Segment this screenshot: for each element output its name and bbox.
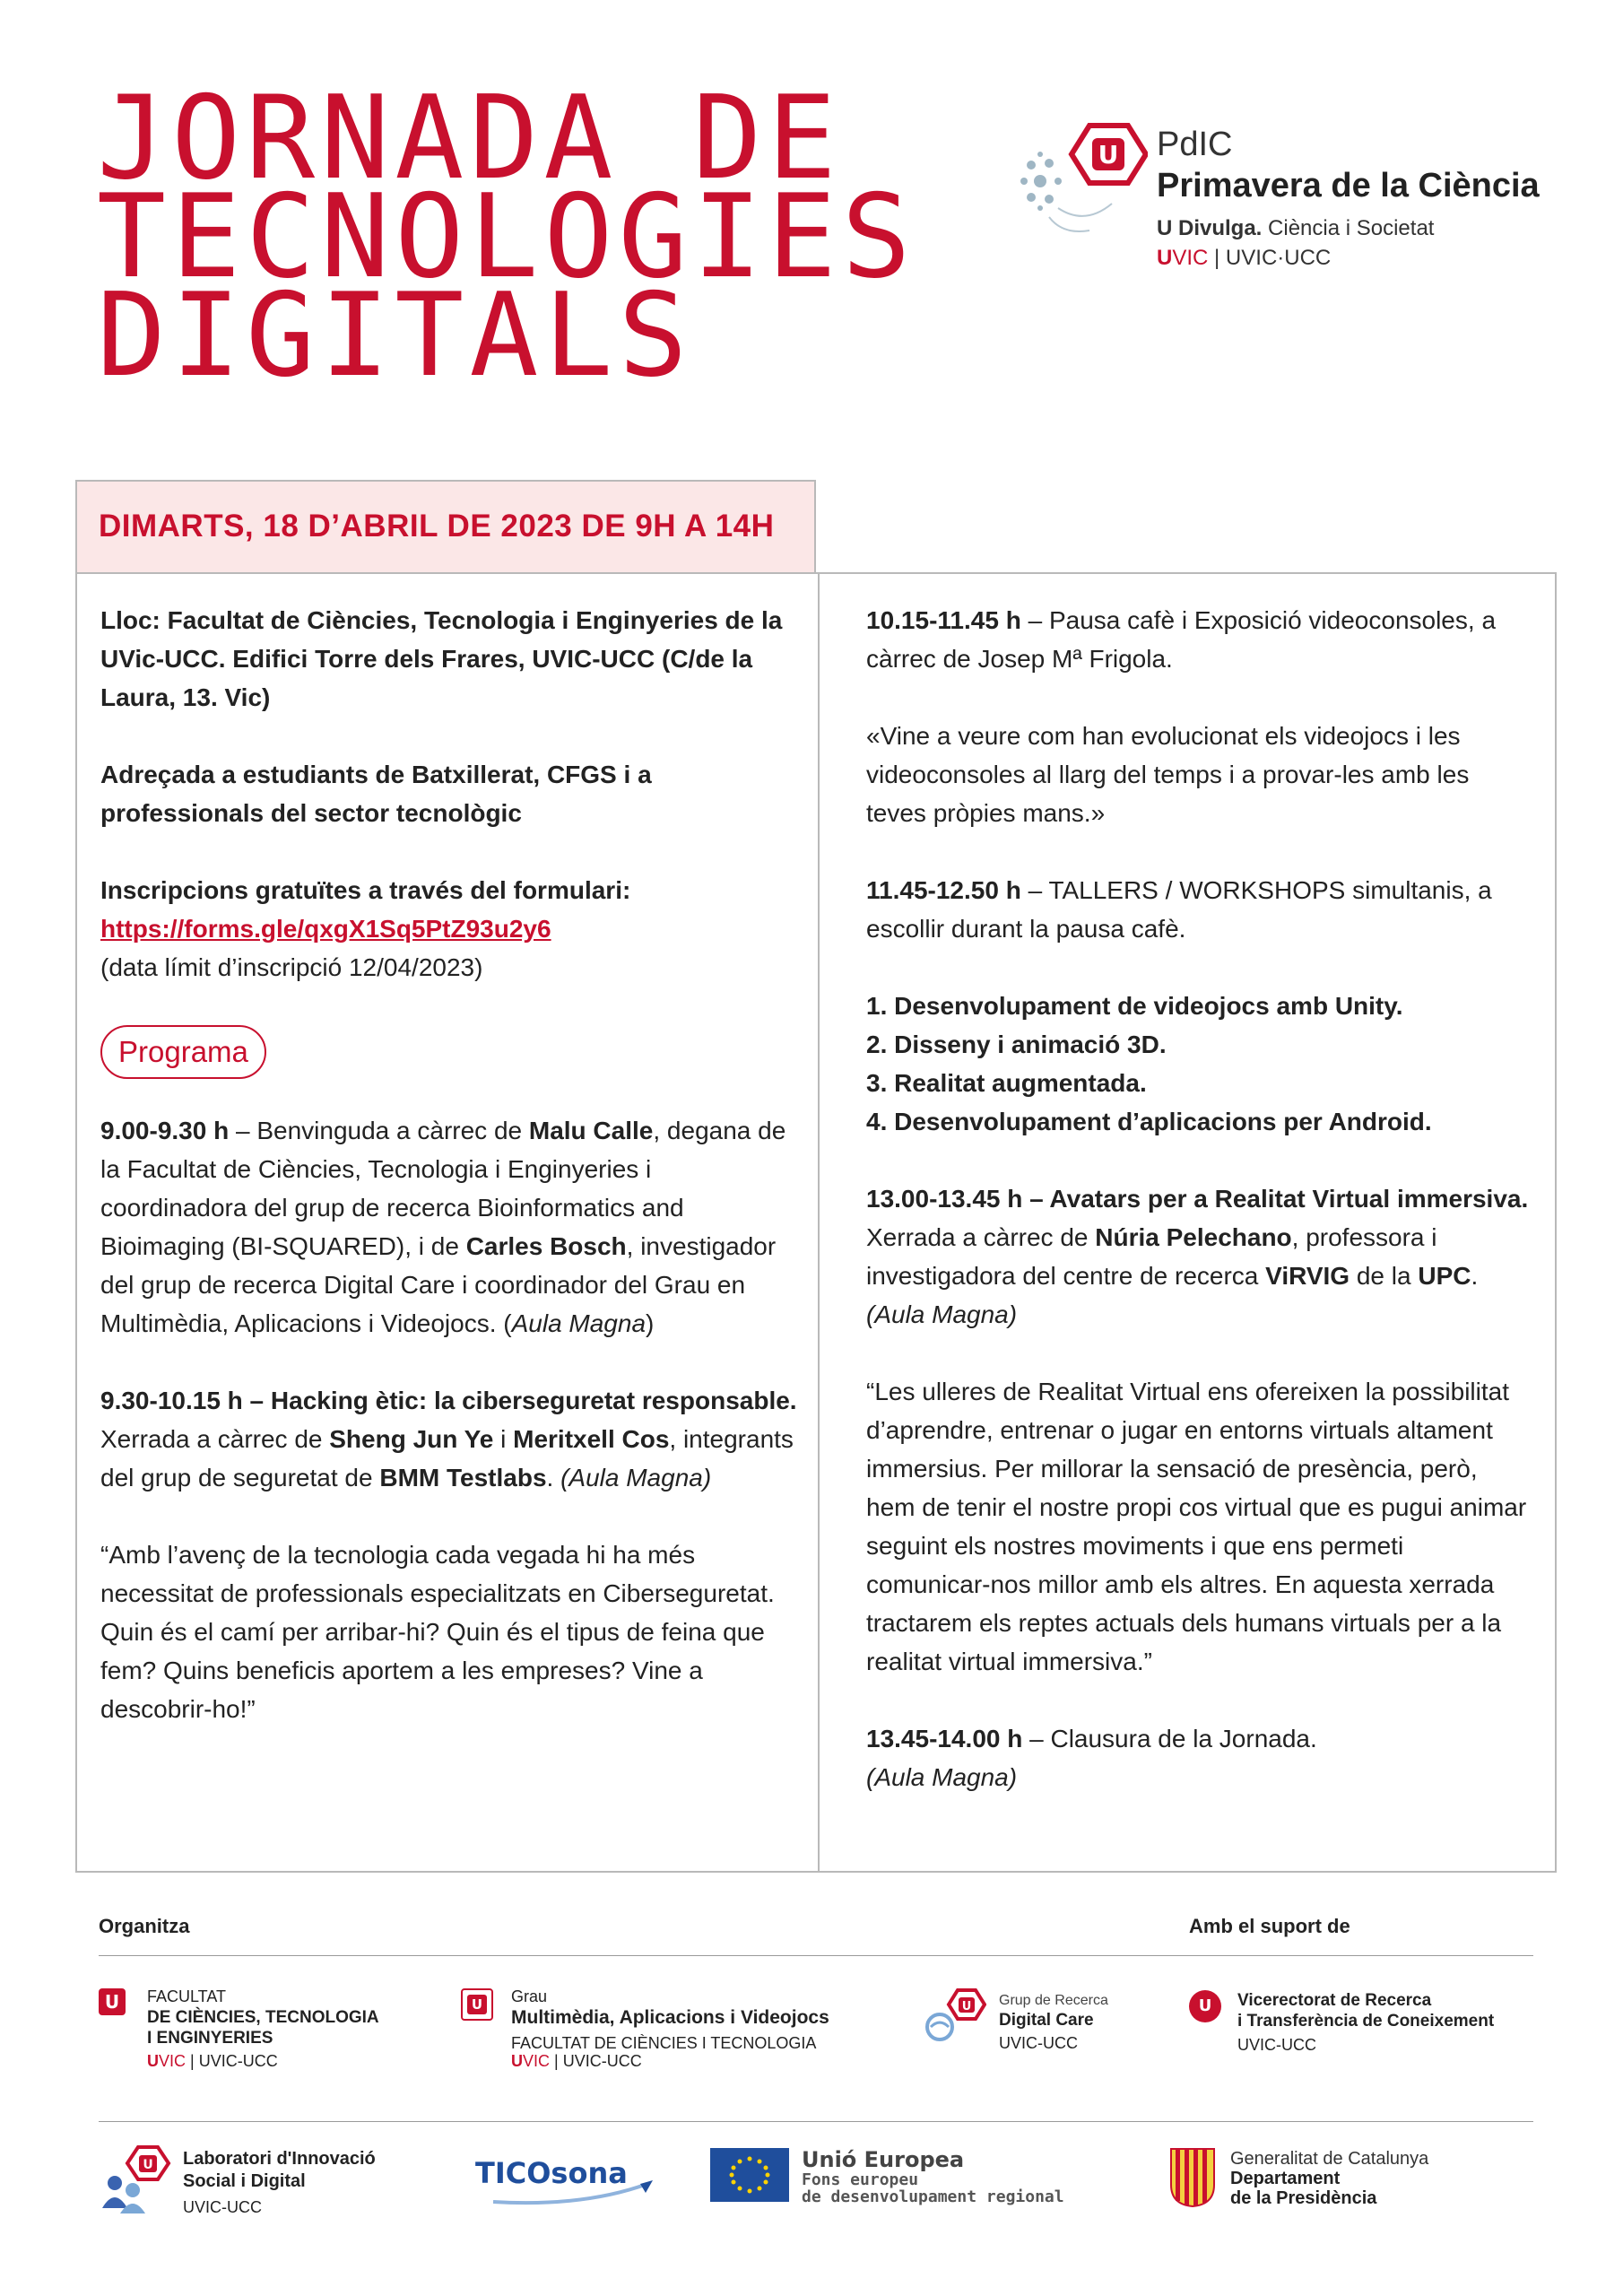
registration: Inscripcions gratuïtes a través del formulari: https://forms.gle/qxgX1Sq5PtZ93u2y6 (data límit d’inscripció 12/04/2023)	[100, 876, 631, 981]
pdic-text	[1157, 124, 1540, 273]
column-divider	[818, 574, 820, 1871]
workshop-item: 3. Realitat augmentada.	[866, 1069, 1147, 1097]
event-item: 13.00-13.45 h – Avatars per a Realitat Virtual immersiva. Xerrada a càrrec de Núria Pelechano, professora i investigadora del centre de recerca ViRVIG de la UPC. (Aula Magna)	[866, 1185, 1529, 1328]
generalitat-logo: Generalitat de Catalunya Departament de la Presidència	[1167, 2145, 1544, 2217]
vicerectorat-logo: U Vicerectorat de Recerca i Transferència de Coneixement UVIC-UCC	[1189, 1987, 1548, 2076]
event-item: 11.45-12.50 h – TALLERS / WORKSHOPS simultanis, a escollir durant la pausa cafè.	[866, 876, 1492, 943]
ticosona-arrow-icon	[493, 2180, 664, 2207]
digital-care-logo: U Grup de Recerca Digital Care UVIC-UCC	[922, 1987, 1137, 2076]
registration-link[interactable]: https://forms.gle/qxgX1Sq5PtZ93u2y6	[100, 915, 551, 943]
left-column	[100, 601, 800, 1728]
svg-text:U: U	[961, 2000, 972, 2013]
pdic-uvic: UVIC | UVIC·UCC	[1157, 246, 1332, 270]
workshop-item: 4. Desenvolupament d’aplicacions per Android.	[866, 1108, 1432, 1135]
venue: Lloc: Facultat de Ciències, Tecnologia i Enginyeries de la UVic-UCC. Edifici Torre dels Frares, UVIC-UCC (C/de la Laura, 13. Vic)	[100, 606, 783, 711]
generalitat-stripes-icon	[1167, 2145, 1218, 2208]
right-column	[866, 601, 1530, 1796]
event-item: 9.00-9.30 h – Benvinguda a càrrec de Malu Calle, degana de la Facultat de Ciències, Tecnologia i Enginyeries i coordinadora del grup de recerca Bioinformatics and Bioimaging (BI-SQUARED), i de Carles Bosch, investigador del grup de recerca Digital Care i coordinador del Grau en Multimèdia, Aplicacions i Videojocs. (Aula Magna)	[100, 1117, 786, 1337]
title-line-1: JORNADA DE	[97, 72, 842, 205]
pdic-name: Primavera de la Ciència	[1157, 167, 1540, 204]
footer-divider	[99, 1955, 1533, 1956]
audience: Adreçada a estudiants de Batxillerat, CFGS i a professionals del sector tecnològic	[100, 761, 652, 827]
event-quote: “Les ulleres de Realitat Virtual ens ofereixen la possibilitat d’aprendre, entrenar o jugar en entorns virtuals altament immersius. Per millorar la sensació de presència, però, hem de tenir el nostre propi cos virtual que es pugui animar seguint els nostres moviments i que ens permeti comunicar-nos millor amb els altres. En aquesta xerrada tractarem els reptes actuals dels humans virtuals per a la realitat virtual immersiva.”	[866, 1378, 1527, 1675]
title-line-2: TECNOLOGIES	[97, 170, 916, 304]
pdic-logo	[1013, 118, 1551, 289]
event-item: 13.45-14.00 h – Clausura de la Jornada. (Aula Magna)	[866, 1725, 1317, 1791]
programa-badge: Programa	[100, 1025, 266, 1079]
page-title	[97, 72, 916, 403]
digital-care-icon	[922, 1987, 986, 2049]
eu-logo: Unió Europea Fons europeu de desenvolupament regional	[710, 2148, 1114, 2220]
event-quote: “Amb l’avenç de la tecnologia cada vegada hi ha més necessitat de professionals especialitzats en Ciberseguretat. Quin és el camí per arribar-hi? Quin és el tipus de feina que fem? Quins beneficis aportem a les empreses? Vine a descobrir-ho!”	[100, 1541, 775, 1723]
facultat-logo: U FACULTAT DE CIÈNCIES, TECNOLOGIA I ENGINYERIES UVIC | UVIC-UCC	[99, 1987, 430, 2076]
event-date: DIMARTS, 18 D’ABRIL DE 2023 DE 9H A 14H	[99, 509, 775, 544]
organitza-label: Organitza	[99, 1915, 190, 1937]
svg-text:U: U	[143, 2158, 153, 2172]
event-quote: «Vine a veure com han evolucionat els videojocs i les videoconsoles al llarg del temps i a provar-les amb les teves pròpies mans.»	[866, 722, 1470, 827]
workshop-item: 1. Desenvolupament de videojocs amb Unity.	[866, 992, 1403, 1020]
workshop-list	[866, 987, 1530, 1141]
pdic-abbr: PdIC	[1157, 126, 1233, 163]
ticosona-logo: TICOsona	[475, 2148, 664, 2211]
program-box	[75, 572, 1557, 1873]
event-item: 10.15-11.45 h – Pausa cafè i Exposició videoconsoles, a càrrec de Josep Mª Frigola.	[866, 606, 1497, 673]
svg-text:U: U	[1098, 140, 1119, 170]
pdic-subtitle: U Divulga. Ciència i Societat	[1157, 216, 1435, 240]
u-logo-icon: U	[461, 1988, 493, 2021]
u-logo-icon: U	[99, 1988, 126, 2015]
eu-flag-icon	[710, 2148, 789, 2202]
laboratori-logo: U Laboratori d'Innovació Social i Digital UVIC-UCC	[99, 2144, 439, 2233]
grau-logo: U Grau Multimèdia, Aplicacions i Videojocs FACULTAT DE CIÈNCIES I TECNOLOGIA UVIC | UVIC-UCC	[461, 1987, 882, 2076]
workshop-item: 2. Disseny i animació 3D.	[866, 1031, 1167, 1058]
title-line-3: DIGITALS	[97, 269, 693, 403]
date-box	[75, 480, 816, 573]
footer-divider	[99, 2121, 1533, 2122]
event-item: 9.30-10.15 h – Hacking ètic: la ciberseguretat responsable. Xerrada a càrrec de Sheng Jun Ye i Meritxell Cos, integrants del grup de seguretat de BMM Testlabs. (Aula Magna)	[100, 1387, 797, 1492]
laboratori-icon	[99, 2144, 174, 2215]
u-logo-icon: U	[1189, 1990, 1221, 2022]
hexagon-u-logo-icon	[1013, 118, 1148, 244]
suport-label: Amb el suport de	[1189, 1915, 1350, 1937]
